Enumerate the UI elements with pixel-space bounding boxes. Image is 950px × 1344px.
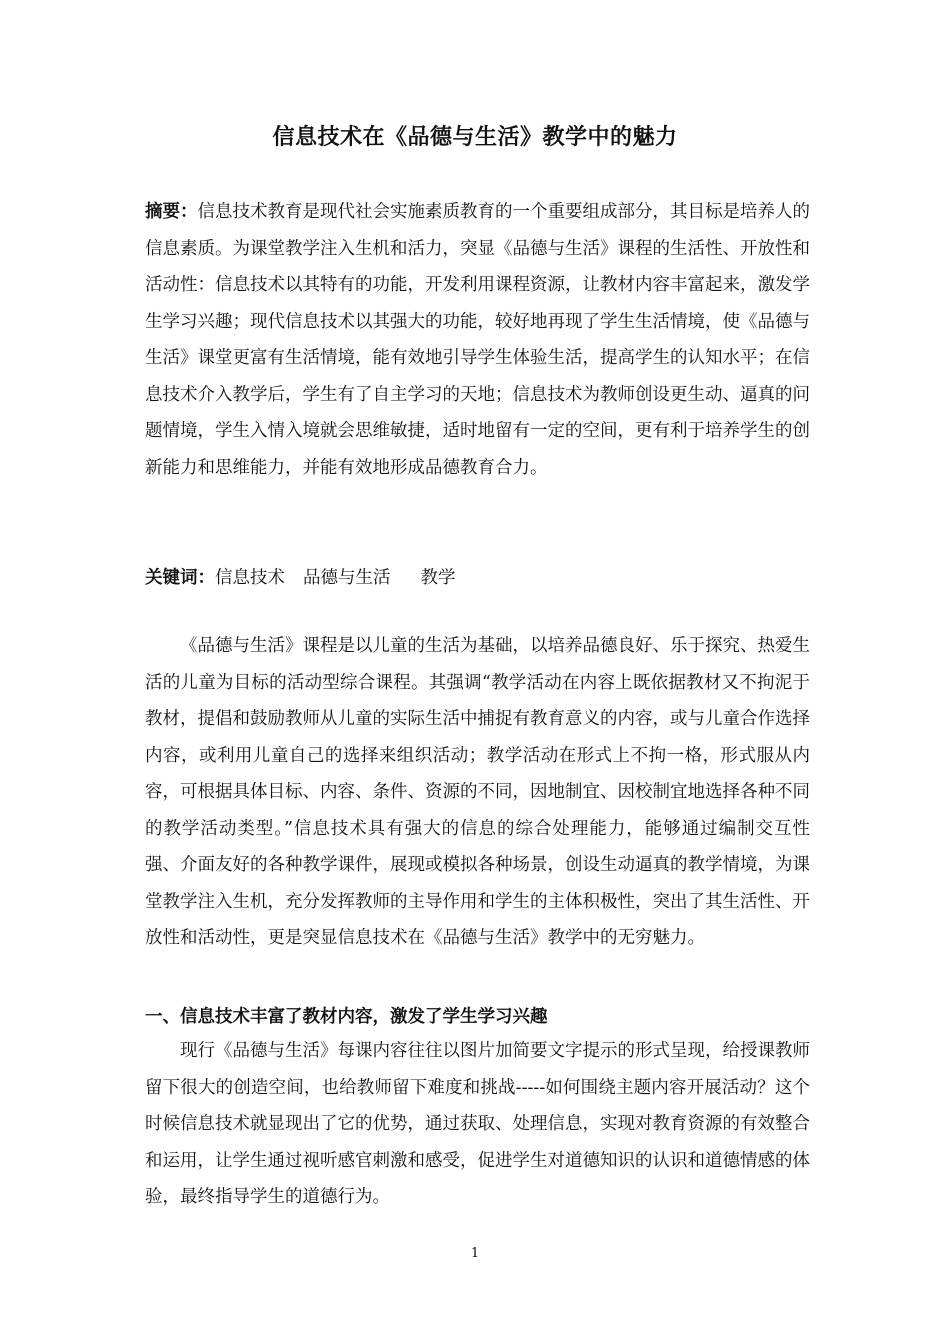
abstract-text: 信息技术教育是现代社会实施素质教育的一个重要组成部分，其目标是培养人的信息素质。为课堂教学注入生机和活力，突显《品德与生活》课程的生活性、开放性和活动性：信息技术以其特有的功能，开发利用课程资源，让教材内容丰富起来，激发学生学习兴趣；现代信息技术以其强大的功能，较好地再现了学生生活情境，使《品德与生活》课堂更富有生活情境，能有效地引导学生体验生活，提高学生的认知水平；在信息技术介入教学后，学生有了自主学习的天地；信息技术为教师创设更生动、逼真的问题情境，学生入情入境就会思维敏捷，适时地留有一定的空间，更有利于培养学生的创新能力和思维能力，并能有效地形成品德教育合力。	[145, 202, 810, 478]
keyword-item: 信息技术	[215, 568, 285, 588]
intro-paragraph: 《品德与生活》课程是以儿童的生活为基础，以培养品德良好、乐于探究、热爱生活的儿童为目标的活动型综合课程。其强调“教学活动在内容上既依据教材又不拘泥于教材，提倡和鼓励教师从儿童的实际生活中捕捉有教育意义的内容，或与儿童合作选择内容，或利用儿童自己的选择来组织活动；教学活动在形式上不拘一格，形式服从内容，可根据具体目标、内容、条件、资源的不同，因地制宜、因校制宜地选择各种不同的教学活动类型。”信息技术具有强大的信息的综合处理能力，能够通过编制交互性强、介面友好的各种教学课件，展现或模拟各种场景，创设生动逼真的教学情境，为课堂教学注入生机，充分发挥教师的主导作用和学生的主体积极性，突出了其生活性、开放性和活动性，更是突显信息技术在《品德与生活》教学中的无穷魅力。	[145, 636, 810, 948]
keywords-label: 关键词：	[145, 568, 215, 588]
section-heading: 一、信息技术丰富了教材内容，激发了学生学习兴趣	[145, 1007, 548, 1027]
keywords-line	[145, 560, 810, 597]
document-title: 信息技术在《品德与生活》教学中的魅力	[272, 125, 678, 150]
keyword-item: 教学	[420, 568, 456, 588]
keyword-item: 品德与生活	[303, 568, 391, 588]
page-number: 1	[470, 1246, 480, 1261]
abstract-label: 摘要：	[145, 202, 198, 222]
abstract-paragraph	[145, 194, 810, 486]
section-body-paragraph: 现行《品德与生活》每课内容往往以图片加简要文字提示的形式呈现，给授课教师留下很大的创造空间，也给教师留下难度和挑战-----如何围绕主题内容开展活动？这个时候信息技术就显现出了它的优势，通过获取、处理信息，实现对教育资源的有效整合和运用，让学生通过视听感官刺激和感受，促进学生对道德知识的认识和道德情感的体验，最终指导学生的道德行为。	[145, 1041, 810, 1207]
